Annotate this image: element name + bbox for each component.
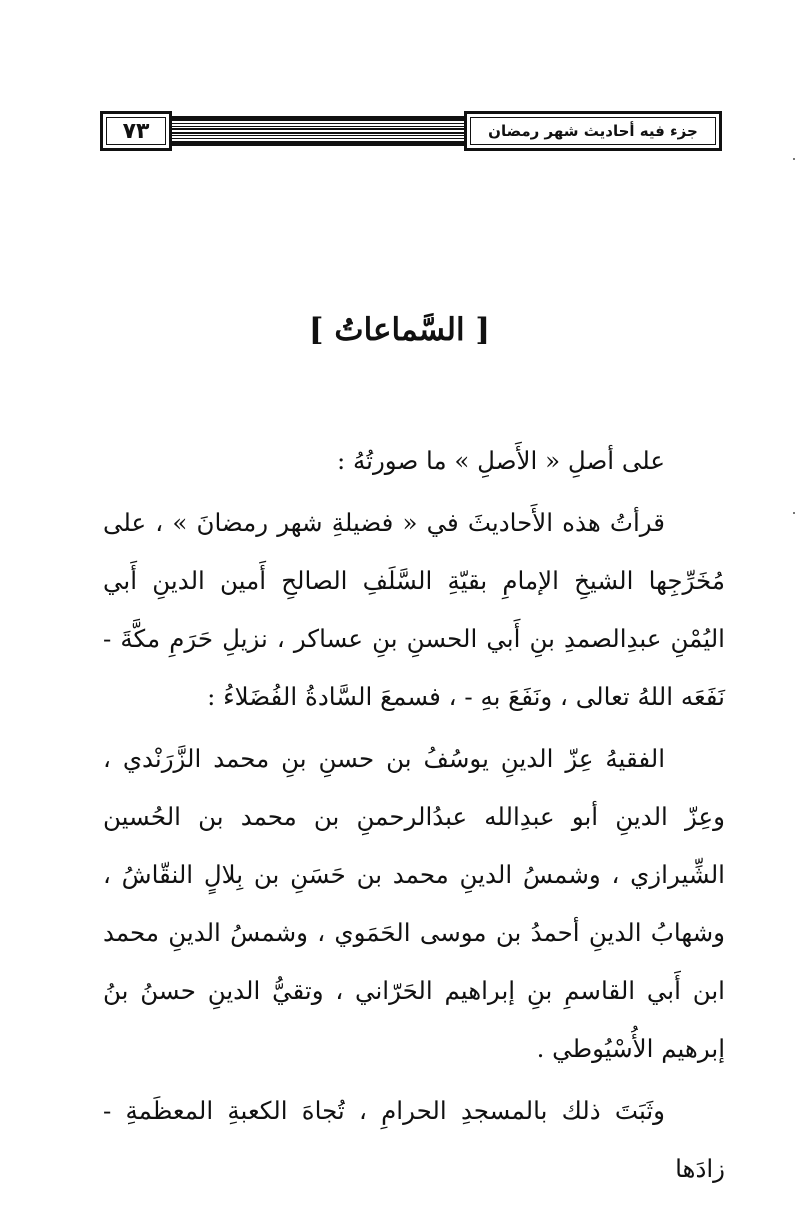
page-body [103, 432, 725, 1198]
running-title-box [464, 111, 722, 151]
running-title: جزء فيه أحاديث شهر رمضان [488, 122, 698, 140]
paragraph-intro: على أصلِ « الأَصلِ » ما صورتُهُ : [336, 446, 665, 475]
running-header [100, 111, 722, 151]
scan-speck [793, 512, 795, 514]
paragraph-reading: قرأتُ هذه الأَحاديثَ في « فضيلةِ شهر رمضانَ » ، على مُخَرِّجِها الشيخِ الإمامِ بقيّةِ السَّلَفِ الصالحِ أَمين الدينِ أَبي اليُمْنِ عبدِالصمدِ بنِ أَبي الحسنِ بنِ عساكر ، نزيلِ حَرَمِ مكَّةَ - نَفَعَه اللهُ تعالى ، ونَفَعَ بهِ - ، فسمعَ السَّادةُ الفُضَلاءُ : [103, 508, 725, 711]
page-number: ٧٣ [122, 118, 150, 144]
scan-speck [793, 158, 795, 160]
header-ornament-band [172, 116, 464, 146]
paragraph-listeners: الفقيهُ عِزّ الدينِ يوسُفُ بن حسنِ بنِ محمد الزَّرَنْدي ، وعِزّ الدينِ أبو عبدِالله عبدُالرحمنِ بن محمد بن الحُسين الشِّيرازي ، وشمسُ الدينِ محمد بن حَسَنِ بن بِلالٍ النقّاشُ ، وشهابُ الدينِ أحمدُ بن موسى الحَمَوي ، وشمسُ الدينِ محمد ابن أَبي القاسمِ بنِ إبراهيم الحَرّاني ، وتقيُّ الدينِ حسنُ بنُ إبرهيم الأُسْيُوطي . [103, 744, 725, 1063]
page-number-box [100, 111, 172, 151]
section-heading: [ السَّماعاتُ ] [308, 312, 491, 348]
paragraph-place: وثَبَتَ ذلك بالمسجدِ الحرامِ ، تُجاهَ الكعبةِ المعظَمةِ - زادَها [103, 1096, 725, 1183]
